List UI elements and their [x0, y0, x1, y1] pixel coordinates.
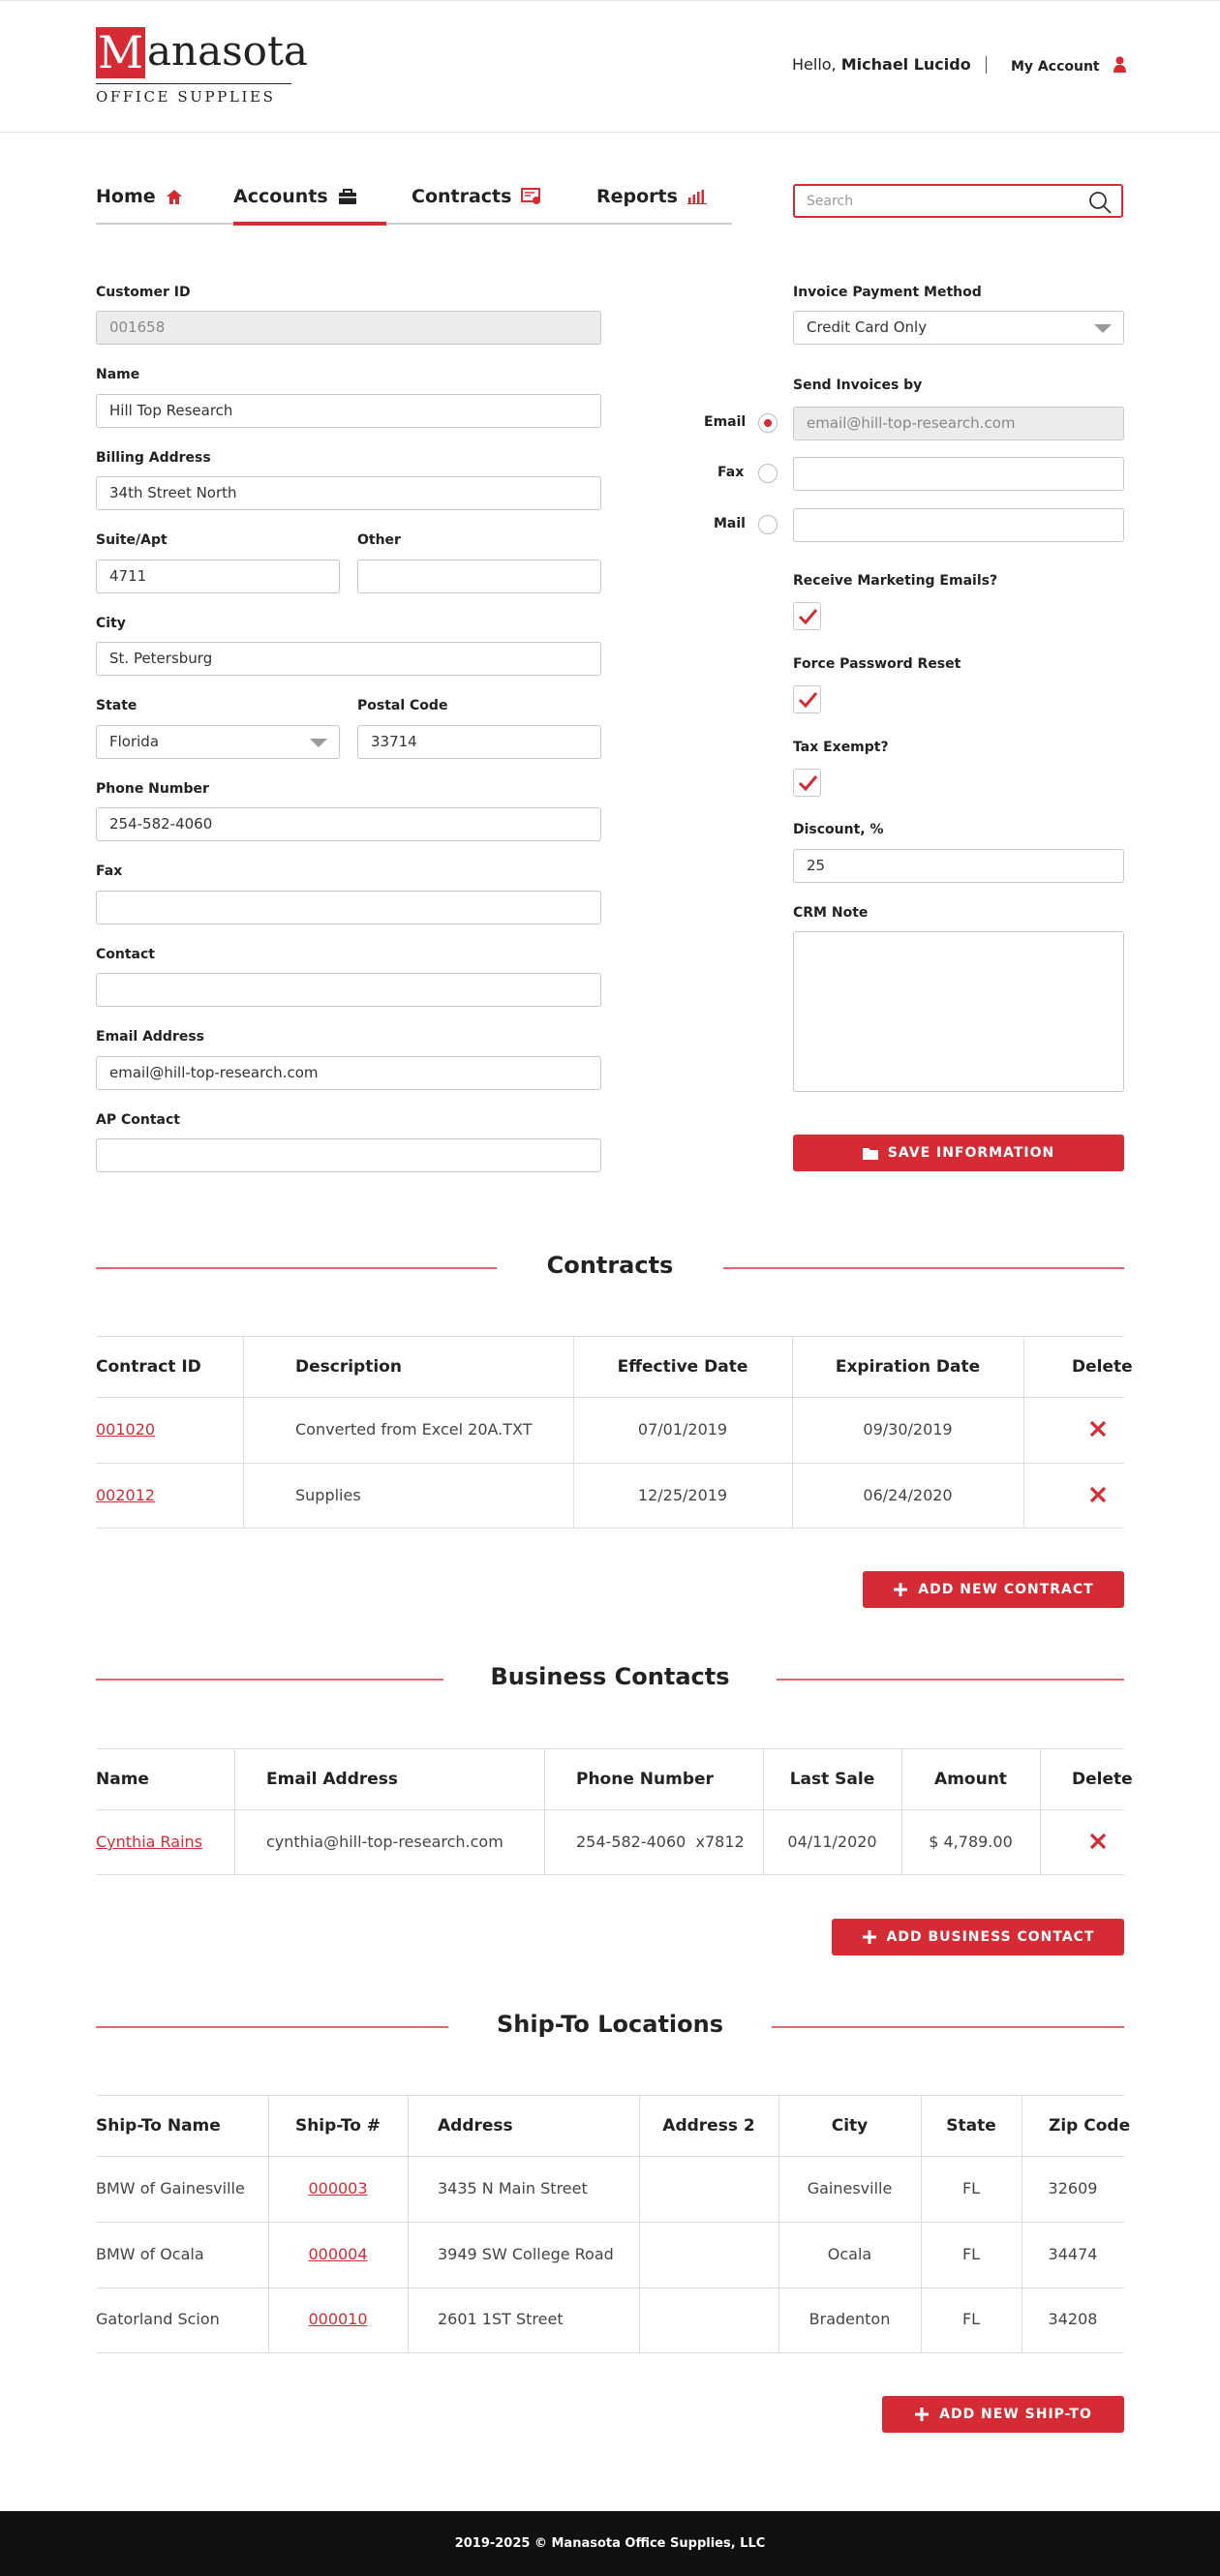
customer-id-label: Customer ID [96, 285, 191, 300]
my-account-link[interactable] [1011, 56, 1126, 75]
table-border [96, 1336, 1124, 1337]
chevron-down-icon [1094, 324, 1112, 333]
email-option-label: Email [704, 414, 747, 430]
column-header[interactable]: City [831, 2116, 869, 2136]
table-border [544, 1748, 545, 1874]
email-radio[interactable] [758, 413, 778, 433]
table-border [243, 1336, 244, 1528]
table-border [234, 1748, 235, 1874]
table-cell: 04/11/2020 [787, 1833, 877, 1851]
suite-label: Suite/Apt [96, 532, 168, 548]
greeting-text: Hello, [792, 55, 837, 74]
header [0, 0, 1220, 133]
email-address-field[interactable]: email@hill-top-research.com [96, 1056, 601, 1090]
column-header[interactable]: Address 2 [662, 2116, 755, 2136]
table-cell: FL [961, 2179, 981, 2197]
contact-field[interactable] [96, 973, 601, 1007]
table-cell: cynthia@hill-top-research.com [266, 1833, 503, 1851]
nav-reports-label: Reports [596, 186, 678, 207]
payment-method-label: Invoice Payment Method [793, 285, 982, 300]
discount-label: Discount, % [793, 822, 884, 837]
table-border [96, 1809, 1124, 1810]
state-select[interactable] [96, 725, 340, 759]
table-border [901, 1748, 902, 1874]
table-cell: 254-582-4060 x7812 [576, 1833, 745, 1851]
ap-contact-field[interactable] [96, 1138, 601, 1172]
plus-icon [862, 1929, 877, 1945]
column-header[interactable]: Zip Code [1049, 2116, 1131, 2136]
header-separator [986, 56, 987, 74]
column-header[interactable]: Amount [934, 1770, 1007, 1789]
save-information-button[interactable] [793, 1135, 1124, 1171]
table-cell: FL [961, 2245, 981, 2263]
tax-exempt-checkbox[interactable] [793, 769, 821, 797]
search-icon[interactable] [1088, 191, 1112, 214]
table-border [1023, 1336, 1024, 1528]
table-cell: 34474 [1048, 2245, 1098, 2263]
table-cell: 07/01/2019 [637, 1420, 728, 1439]
table-cell: 2601 1ST Street [438, 2310, 564, 2328]
table-cell: 32609 [1048, 2179, 1098, 2197]
invoice-mail-field[interactable] [793, 508, 1124, 542]
shipto-title: Ship-To Locations [497, 2011, 723, 2038]
send-invoices-label: Send Invoices by [793, 378, 923, 393]
column-header[interactable]: State [946, 2116, 996, 2136]
delete-icon[interactable] [1088, 1485, 1108, 1504]
nav-home-label: Home [96, 186, 156, 207]
table-cell: FL [961, 2310, 981, 2328]
table-cell: Supplies [295, 1486, 361, 1504]
column-header[interactable]: Expiration Date [835, 1357, 981, 1377]
plus-icon [893, 1582, 908, 1597]
table-border [96, 1528, 1124, 1529]
nav-underline [96, 223, 732, 225]
folder-icon [863, 1147, 878, 1160]
name-label: Name [96, 367, 140, 382]
column-header[interactable]: Effective Date [617, 1357, 748, 1377]
phone-label: Phone Number [96, 781, 209, 797]
state-value: Florida [109, 733, 160, 750]
table-border [96, 2156, 1124, 2157]
shipto-number-link[interactable]: 000003 [308, 2179, 368, 2197]
table-cell: BMW of Ocala [96, 2245, 204, 2263]
password-reset-checkbox[interactable] [793, 685, 821, 713]
column-header[interactable]: Email Address [266, 1770, 399, 1789]
contract-id-link[interactable]: 002012 [96, 1486, 156, 1504]
search-box[interactable] [793, 184, 1123, 218]
my-account-label: My Account [1011, 59, 1100, 75]
column-header: Delete [1072, 1357, 1133, 1377]
business-divider-right [777, 1679, 1124, 1681]
business-divider-left [96, 1679, 443, 1681]
table-cell: Bradenton [808, 2310, 891, 2328]
customer-id-field: 001658 [96, 311, 601, 345]
ap-contact-label: AP Contact [96, 1112, 180, 1128]
nav-contracts-label: Contracts [412, 186, 512, 207]
delete-icon[interactable] [1088, 1419, 1108, 1439]
table-border [96, 1748, 1124, 1749]
other-label: Other [357, 532, 401, 548]
postal-code-field[interactable]: 33714 [357, 725, 601, 759]
table-cell: Gainesville [807, 2179, 893, 2197]
plus-icon [914, 2407, 930, 2422]
table-cell: 06/24/2020 [863, 1486, 953, 1504]
greeting [792, 55, 971, 74]
column-header[interactable]: Ship-To # [294, 2116, 381, 2136]
logo-letter[interactable]: M [97, 26, 144, 78]
checkmark-icon [797, 689, 818, 711]
briefcase-icon [338, 189, 357, 205]
contracts-divider-right [723, 1267, 1124, 1269]
delete-icon[interactable] [1088, 1832, 1108, 1851]
contracts-title: Contracts [546, 1252, 674, 1279]
add-business-contact-label: ADD BUSINESS CONTACT [886, 1929, 1095, 1945]
shipto-divider-right [772, 2026, 1124, 2028]
checkmark-icon [797, 606, 818, 627]
billing-address-field[interactable]: 34th Street North [96, 476, 601, 510]
billing-address-label: Billing Address [96, 450, 211, 466]
invoice-fax-field[interactable] [793, 457, 1124, 491]
table-cell: Ocala [827, 2245, 872, 2263]
logo-divider [96, 83, 291, 84]
fax-label: Fax [96, 864, 123, 879]
add-new-shipto-label: ADD NEW SHIP-TO [939, 2407, 1092, 2422]
other-field[interactable] [357, 560, 601, 593]
nav-reports[interactable] [596, 186, 707, 207]
state-label: State [96, 698, 137, 713]
table-cell: $ 4,789.00 [929, 1833, 1013, 1851]
certificate-icon [521, 187, 542, 206]
postal-code-label: Postal Code [357, 698, 448, 713]
email-address-label: Email Address [96, 1029, 205, 1045]
discount-field[interactable]: 25 [793, 849, 1124, 883]
user-name: Michael Lucido [840, 55, 971, 74]
contract-id-link[interactable]: 001020 [96, 1420, 156, 1439]
name-field[interactable]: Hill Top Research [96, 394, 601, 428]
table-border [96, 2222, 1124, 2223]
table-border [763, 1748, 764, 1874]
fax-option-label: Fax [717, 465, 745, 480]
business-contacts-title: Business Contacts [490, 1663, 730, 1690]
phone-field[interactable]: 254-582-4060 [96, 807, 601, 841]
marketing-emails-checkbox[interactable] [793, 602, 821, 630]
table-border [96, 1874, 1124, 1875]
password-reset-label: Force Password Reset [793, 656, 961, 672]
table-border [96, 2352, 1124, 2353]
table-cell: Converted from Excel 20A.TXT [295, 1420, 533, 1439]
table-cell: Gatorland Scion [96, 2310, 220, 2328]
logo-subtitle: OFFICE SUPPLIES [96, 88, 276, 106]
column-header[interactable]: Phone Number [576, 1770, 714, 1789]
nav-home[interactable] [96, 186, 183, 207]
contact-label: Contact [96, 947, 155, 962]
table-border [1040, 1748, 1041, 1874]
shipto-number-link[interactable]: 000004 [308, 2245, 368, 2263]
save-information-label: SAVE INFORMATION [887, 1145, 1055, 1161]
table-cell: 3949 SW College Road [438, 2245, 614, 2263]
fax-radio[interactable] [758, 464, 778, 483]
column-header[interactable]: Last Sale [789, 1770, 875, 1789]
bar-chart-icon [687, 189, 707, 204]
logo-text[interactable]: anasota [147, 27, 308, 75]
mail-radio[interactable] [758, 515, 778, 534]
crm-note-label: CRM Note [793, 905, 869, 921]
table-cell: BMW of Gainesville [96, 2179, 245, 2197]
city-label: City [96, 616, 126, 631]
payment-method-value: Credit Card Only [807, 318, 928, 336]
suite-field[interactable]: 4711 [96, 560, 340, 593]
shipto-divider-left [96, 2026, 448, 2028]
footer: 2019-2025 © Manasota Office Supplies, LLC [0, 2511, 1220, 2576]
user-icon [1113, 56, 1126, 73]
tax-exempt-label: Tax Exempt? [793, 740, 889, 755]
table-cell: 3435 N Main Street [438, 2179, 588, 2197]
nav-active-indicator [233, 222, 386, 226]
column-header[interactable]: Contract ID [96, 1357, 201, 1377]
table-border [96, 1397, 1124, 1398]
crm-note-textarea[interactable] [793, 931, 1124, 1092]
column-header[interactable]: Ship-To Name [96, 2116, 221, 2136]
add-business-contact-button[interactable] [832, 1919, 1124, 1955]
shipto-number-link[interactable]: 000010 [308, 2310, 368, 2328]
fax-field[interactable] [96, 891, 601, 924]
table-border [96, 1463, 1124, 1464]
city-field[interactable]: St. Petersburg [96, 642, 601, 676]
column-header: Delete [1072, 1770, 1133, 1789]
table-cell: 12/25/2019 [637, 1486, 728, 1504]
nav-contracts[interactable] [412, 186, 542, 207]
contact-name-link[interactable]: Cynthia Rains [96, 1833, 203, 1851]
marketing-emails-label: Receive Marketing Emails? [793, 573, 998, 589]
add-new-contract-label: ADD NEW CONTRACT [918, 1582, 1094, 1597]
table-cell: 34208 [1048, 2310, 1098, 2328]
add-new-shipto-button[interactable] [882, 2396, 1124, 2433]
table-cell: 09/30/2019 [863, 1420, 953, 1439]
home-icon [166, 189, 183, 205]
column-header[interactable]: Name [96, 1770, 149, 1789]
table-border [96, 2095, 1124, 2096]
checkmark-icon [797, 773, 818, 794]
table-border [408, 2095, 409, 2352]
nav-accounts-label: Accounts [233, 186, 328, 207]
chevron-down-icon [310, 739, 327, 747]
column-header[interactable]: Address [438, 2116, 513, 2136]
nav-accounts[interactable] [233, 186, 357, 207]
search-input[interactable]: Search [807, 194, 854, 209]
column-header[interactable]: Description [295, 1357, 402, 1377]
payment-method-select[interactable] [793, 311, 1124, 345]
contracts-divider-left [96, 1267, 497, 1269]
mail-option-label: Mail [714, 516, 746, 531]
invoice-email-field[interactable]: email@hill-top-research.com [793, 407, 1124, 440]
add-new-contract-button[interactable] [863, 1571, 1124, 1608]
